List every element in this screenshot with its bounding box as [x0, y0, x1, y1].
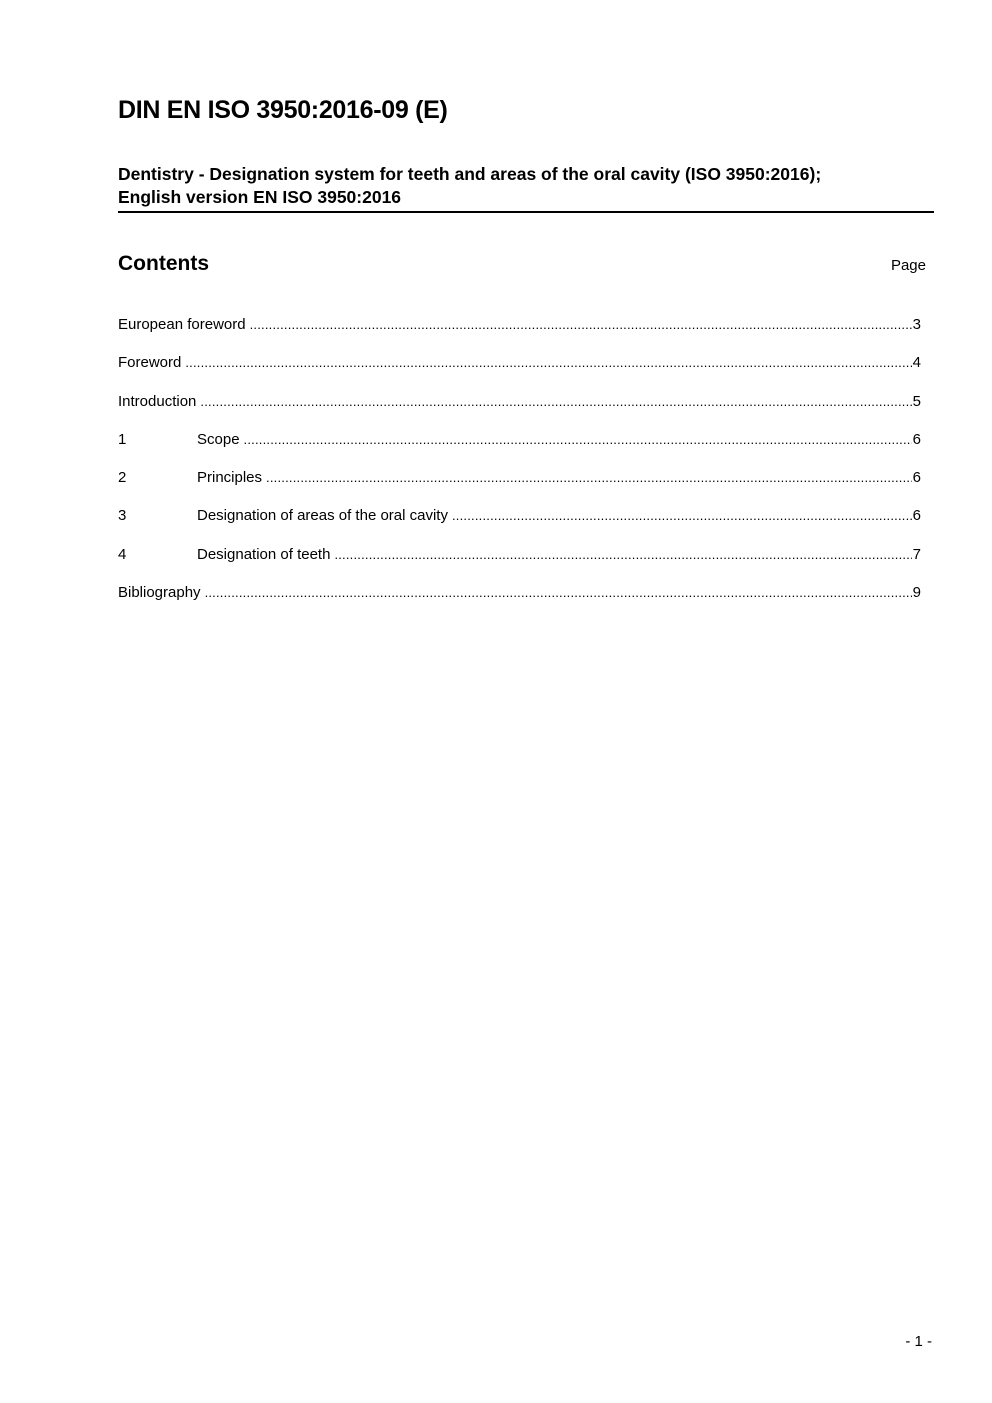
- toc-entry-number: 2: [118, 469, 127, 487]
- contents-heading: Contents: [118, 252, 209, 275]
- page-number: - 1 -: [905, 1333, 932, 1350]
- toc-entry-european-foreword[interactable]: [118, 315, 921, 353]
- toc-entry-page: 3: [912, 316, 921, 333]
- toc-entry-label: Scope: [197, 430, 240, 448]
- subtitle-line-2: English version EN ISO 3950:2016: [118, 187, 402, 207]
- toc-entry-page: 9: [912, 584, 921, 602]
- toc-dot-leader: [185, 353, 911, 373]
- toc-entry-page: 4: [912, 354, 921, 372]
- toc-entry-label: Bibliography: [118, 584, 201, 602]
- toc-entry-page: 7: [912, 545, 921, 563]
- toc-entry-foreword[interactable]: [118, 353, 921, 391]
- toc-entry-label: European foreword: [118, 316, 246, 333]
- toc-entry-bibliography[interactable]: [118, 583, 921, 621]
- toc-entry-number: 1: [118, 430, 127, 448]
- toc-entry-page: 6: [912, 430, 921, 448]
- toc-entry-label: Designation of areas of the oral cavity: [197, 507, 448, 525]
- toc-dot-leader: [250, 315, 912, 335]
- toc-entry-designation-of-areas[interactable]: [118, 506, 921, 544]
- toc-entry-label: Introduction: [118, 392, 197, 410]
- toc-dot-leader: [244, 430, 912, 450]
- toc-dot-leader: [452, 506, 912, 526]
- toc-entry-number: 4: [118, 545, 127, 563]
- toc-dot-leader: [200, 392, 911, 412]
- toc-entry-principles[interactable]: [118, 468, 921, 506]
- toc-entry-label: Foreword: [118, 354, 182, 372]
- toc-entry-number: 3: [118, 507, 127, 525]
- toc-entry-page: 6: [912, 469, 921, 487]
- document-subtitle: [118, 163, 934, 213]
- page-column-heading: Page: [890, 257, 926, 274]
- toc-dot-leader: [205, 583, 912, 603]
- toc-entry-page: 6: [912, 507, 921, 525]
- toc-entry-page: 5: [912, 392, 921, 410]
- subtitle-line-1: Dentistry - Designation system for teeth and areas of the oral cavity (ISO 3950:2016);: [118, 164, 822, 184]
- toc-entry-scope[interactable]: [118, 430, 921, 468]
- toc-dot-leader: [266, 468, 912, 488]
- table-of-contents: [118, 315, 921, 621]
- toc-entry-label: Principles: [197, 469, 263, 487]
- toc-entry-label: Designation of teeth: [197, 545, 331, 563]
- toc-dot-leader: [334, 545, 911, 565]
- toc-entry-introduction[interactable]: [118, 392, 921, 430]
- toc-entry-designation-of-teeth[interactable]: [118, 545, 921, 583]
- document-title: DIN EN ISO 3950:2016-09 (E): [118, 96, 448, 124]
